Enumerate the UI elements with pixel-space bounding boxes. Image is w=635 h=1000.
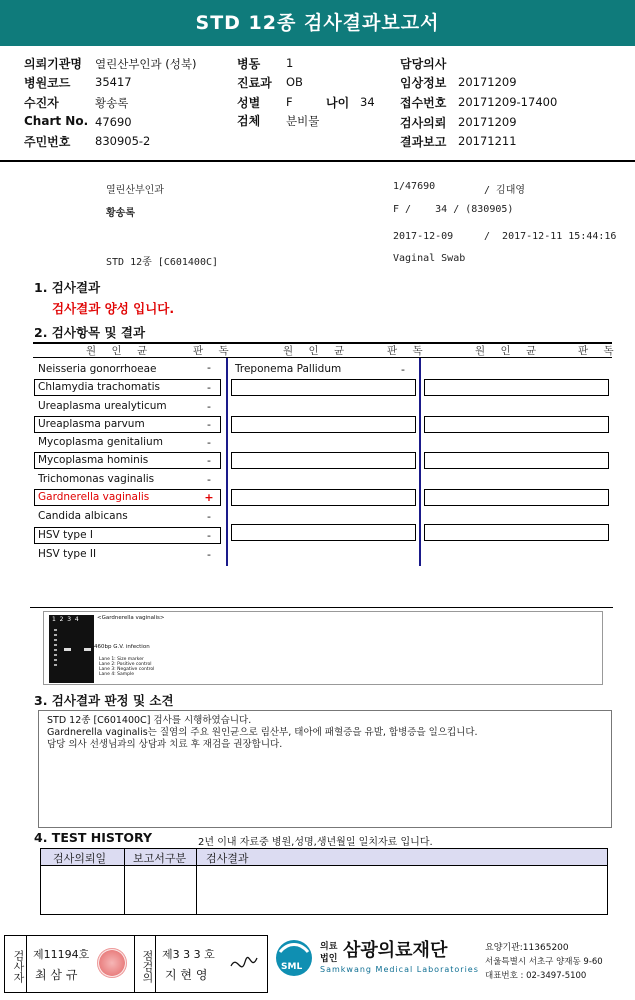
hdr-value: 열린산부인과 (성북) [95, 57, 197, 71]
organism-name-positive: Gardnerella vaginalis [38, 491, 150, 503]
mono-patient: 황송록 [106, 208, 135, 219]
column-divider [226, 358, 228, 566]
organism-name: HSV type I [38, 529, 93, 541]
hdr-label: 진료과 [237, 76, 272, 90]
organism-name: Candida albicans [38, 510, 128, 522]
empty-box [231, 379, 416, 396]
empty-box [231, 489, 416, 506]
hdr-value: 20171209-17400 [458, 95, 558, 109]
mono-chart: 1/47690 [393, 181, 436, 192]
overall-result: 검사결과 양성 입니다. [52, 301, 175, 316]
history-note: 2년 이내 자료중 병원,성명,생년월일 일치자료 입니다. [198, 837, 433, 848]
sml-logo [274, 938, 314, 978]
hdr-label: 의뢰기관명 [24, 57, 82, 71]
hdr-value: 35417 [95, 75, 132, 89]
gel-ladder [54, 629, 57, 669]
signature-box [4, 935, 268, 993]
gel-top-rule [30, 607, 613, 608]
gel-band-label: 460bp G.V. infection [94, 644, 150, 650]
section-1-title: 1. 검사결과 [34, 280, 101, 295]
section-3-title: 3. 검사결과 판정 및 소견 [34, 693, 174, 708]
hdr-label: 접수번호 [400, 96, 447, 110]
empty-box [424, 489, 609, 506]
hdr-label: 주민번호 [24, 135, 71, 149]
gel-title: <Gardnerella vaginalis> [97, 615, 165, 621]
hdr-value: 1 [286, 56, 294, 70]
hdr-label: 담당의사 [400, 57, 447, 71]
mono-clinic: 열린산부인과 [106, 185, 164, 196]
mono-date1: 2017-12-09 [393, 231, 454, 242]
hdr-age-label: 나이 [326, 96, 350, 110]
hdr-value: F [286, 95, 293, 109]
hdr-value: 분비물 [286, 114, 320, 128]
gel-legend-item: Lane 3: Negative control [99, 667, 155, 672]
hdr-value: 20171211 [458, 134, 517, 148]
grid-header-organism: 원 인 균 [86, 345, 154, 357]
history-col: 검사결과 [206, 852, 249, 865]
organism-name: Mycoplasma genitalium [38, 436, 163, 448]
mono-date2: / 2017-12-11 15:44:16 [484, 231, 617, 242]
grid-header-verdict: 판 독 [387, 345, 429, 357]
examiner-name: 최 삼 규 [35, 968, 78, 982]
organism-name: Chlamydia trachomatis [38, 381, 161, 393]
organism-verdict: - [207, 436, 211, 449]
history-col: 보고서구분 [133, 852, 187, 865]
history-col: 검사의뢰일 [53, 852, 107, 865]
finding-line: Gardnerella vaginalis는 질염의 주요 원인균으로 림산부, 태아에 패혈증을 유발, 합병증을 일으킵니다. [47, 727, 478, 738]
section-4-title: 4. TEST HISTORY [34, 830, 153, 845]
organism-verdict: - [207, 473, 211, 486]
section-2-title: 2. 검사항목 및 결과 [34, 325, 146, 340]
report-title: STD 12종 검사결과보고서 [0, 0, 635, 46]
hdr-label: 병동 [237, 57, 261, 71]
hdr-value: 20171209 [458, 115, 517, 129]
hdr-label: 검체 [237, 114, 261, 128]
hdr-label: Chart No. [24, 114, 89, 128]
header-divider [0, 160, 635, 162]
reviewer-label: 점검의 [134, 936, 156, 992]
hdr-label: 병원코드 [24, 76, 71, 90]
hdr-value: 47690 [95, 115, 132, 129]
examiner-license: 제11194호 [33, 948, 90, 961]
organism-verdict: - [207, 454, 211, 467]
hdr-label: 결과보고 [400, 135, 447, 149]
organism-name: Treponema Pallidum [235, 363, 342, 375]
organism-name: HSV type II [38, 548, 97, 560]
gel-legend-item: Lane 2: Positive control [99, 662, 152, 667]
mono-test-code: STD 12종 [C601400C] [106, 257, 219, 268]
mono-sex-age: F / 34 / (830905) [393, 204, 514, 215]
gel-panel [43, 611, 603, 685]
org-english-name: Samkwang Medical Laboratories [320, 965, 479, 974]
findings-box [38, 710, 612, 828]
org-prefix: 법인 [320, 954, 338, 964]
organism-verdict: - [207, 548, 211, 561]
hdr-label: 성별 [237, 96, 261, 110]
organism-verdict: - [207, 529, 211, 542]
grid-header-verdict: 판 독 [193, 345, 235, 357]
hdr-value: 830905-2 [95, 134, 151, 148]
hdr-label: 수진자 [24, 96, 59, 110]
org-address: 서울특별시 서초구 양재동 9-60 [485, 957, 603, 967]
empty-box [424, 416, 609, 433]
empty-box [231, 452, 416, 469]
organism-verdict-positive: + [204, 491, 214, 504]
organism-name: Ureaplasma urealyticum [38, 400, 167, 412]
empty-box [424, 524, 609, 541]
history-col-divider [124, 849, 125, 914]
finding-line: STD 12종 [C601400C] 검사를 시행하였습니다. [47, 715, 252, 726]
sml-logo-mark [274, 938, 314, 978]
org-name: 삼광의료재단 [343, 940, 448, 961]
grid-header-organism: 원 인 균 [283, 345, 351, 357]
sml-logo-text: SML [281, 962, 303, 972]
reviewer-license: 제3 3 3 호 [162, 948, 215, 961]
organism-verdict: - [207, 510, 211, 523]
reviewer-signature [227, 950, 261, 978]
gel-image [49, 615, 94, 683]
institution-code: 요양기관:11365200 [485, 943, 569, 953]
gel-band [84, 648, 91, 651]
mono-specimen: Vaginal Swab [393, 253, 466, 264]
organism-name: Mycoplasma hominis [38, 454, 149, 466]
history-col-divider [196, 849, 197, 914]
empty-box [424, 452, 609, 469]
organism-name: Neisseria gonorrhoeae [38, 363, 157, 375]
hdr-value: OB [286, 75, 303, 89]
grid-header-verdict: 판 독 [578, 345, 620, 357]
hdr-value: 황송록 [95, 96, 129, 110]
finding-line: 담당 의사 선생님과의 상담과 치료 후 재검을 권장합니다. [47, 739, 283, 750]
hdr-age-value: 34 [360, 95, 375, 109]
empty-box [424, 379, 609, 396]
grid-header-organism: 원 인 균 [475, 345, 543, 357]
mono-doctor: / 김대영 [484, 185, 526, 196]
organism-verdict: - [401, 363, 405, 376]
hdr-value: 20171209 [458, 75, 517, 89]
reviewer-name: 지 현 영 [165, 968, 208, 982]
organism-name: Ureaplasma parvum [38, 418, 145, 430]
examiner-seal [97, 948, 127, 978]
history-header [41, 849, 607, 866]
hdr-label: 검사의뢰 [400, 116, 447, 130]
column-divider [419, 358, 421, 566]
examiner-label: 검사자 [5, 936, 27, 992]
organism-verdict: - [207, 418, 211, 431]
gel-legend-item: Lane 1: Size marker [99, 657, 144, 662]
empty-box [231, 524, 416, 541]
organism-verdict: - [207, 361, 211, 374]
organism-verdict: - [207, 381, 211, 394]
organism-verdict: - [207, 400, 211, 413]
gel-band [64, 648, 71, 651]
history-table [40, 848, 608, 915]
gel-lane-numbers: 1 2 3 4 [52, 616, 79, 623]
hdr-label: 임상정보 [400, 76, 447, 90]
organism-name: Trichomonas vaginalis [38, 473, 155, 485]
empty-box [231, 416, 416, 433]
gel-legend-item: Lane 4: Sample [99, 672, 134, 677]
org-phone: 대표번호 : 02-3497-5100 [485, 971, 587, 981]
org-prefix: 의료 [320, 942, 338, 952]
